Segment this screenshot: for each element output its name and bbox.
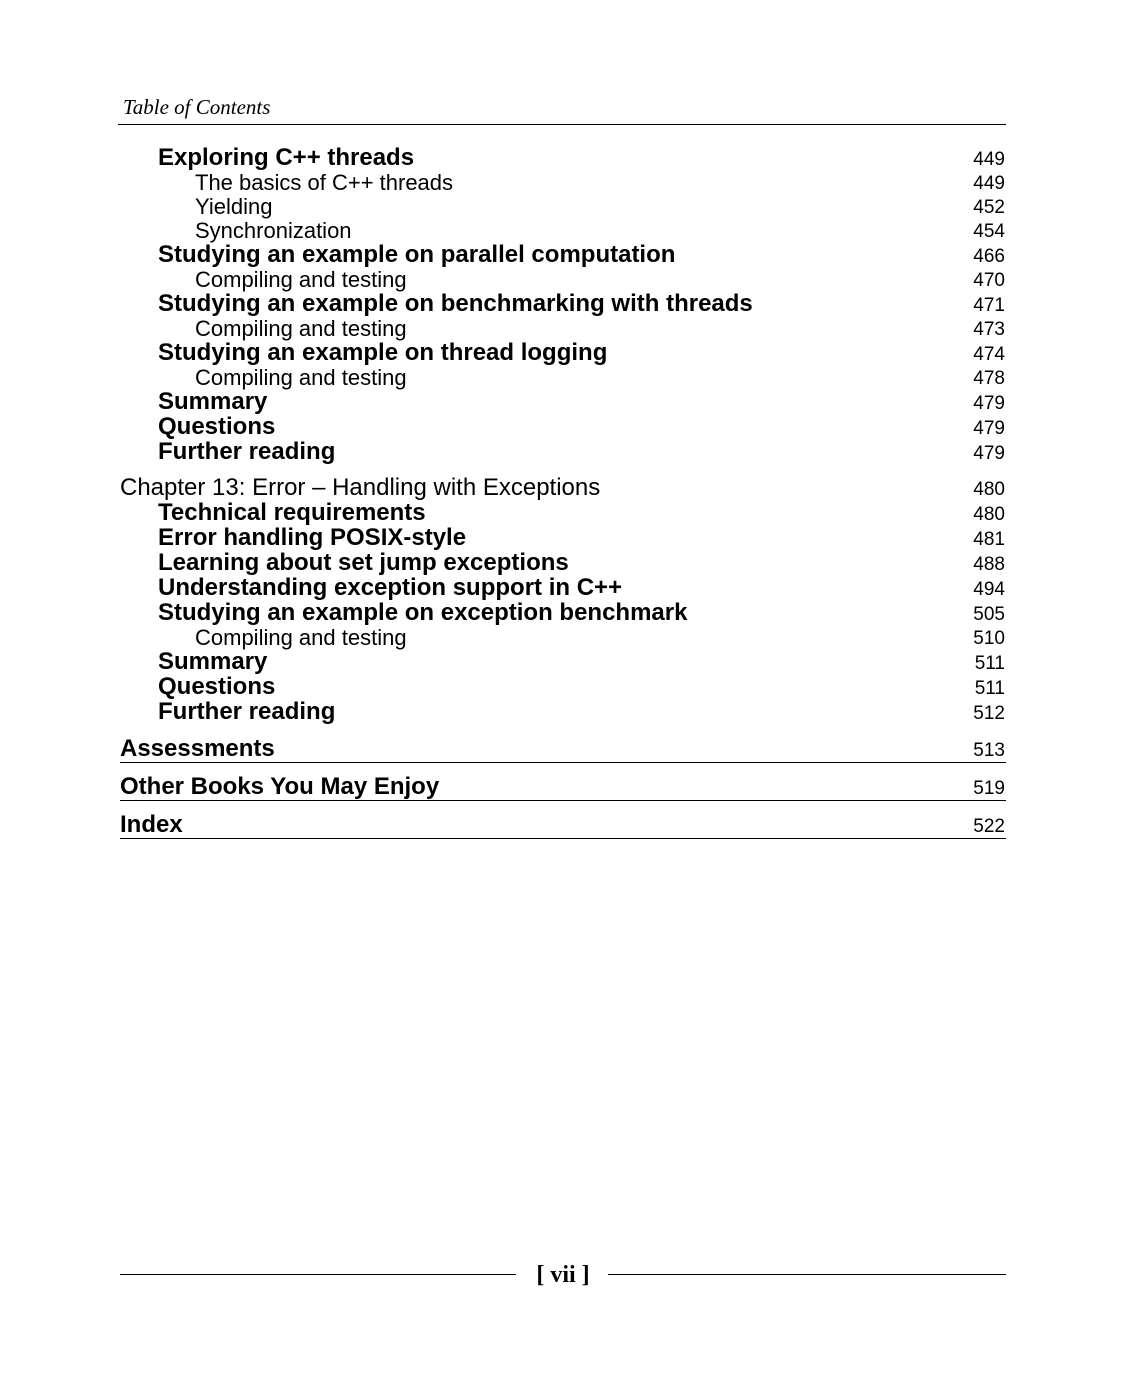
- toc-entry-page: 505: [973, 604, 1005, 625]
- toc-entry-title: Further reading: [158, 698, 336, 725]
- toc-entry-page: 473: [973, 319, 1005, 340]
- toc-entry-title: Learning about set jump exceptions: [158, 549, 569, 576]
- toc-entry[interactable]: [120, 474, 1006, 501]
- toc-entry-page: 511: [974, 678, 1005, 699]
- toc-entry-title: Chapter 13: Error – Handling with Exceptions: [120, 474, 601, 501]
- toc-list: [120, 146, 1006, 839]
- toc-entry-title: Studying an example on exception benchmark: [158, 599, 688, 626]
- toc-entry-title: Compiling and testing: [195, 625, 407, 650]
- toc-entry-title: Studying an example on thread logging: [158, 339, 608, 366]
- toc-entry-title: Yielding: [195, 194, 273, 219]
- toc-entry-title: Compiling and testing: [195, 316, 407, 341]
- toc-entry-page: 488: [973, 554, 1005, 575]
- toc-entry-title: Compiling and testing: [195, 365, 407, 390]
- toc-entry[interactable]: [120, 675, 1006, 700]
- footer-rule-right: [608, 1274, 1006, 1275]
- toc-entry-page: 449: [973, 149, 1005, 170]
- toc-entry-page: 480: [973, 479, 1005, 500]
- toc-entry[interactable]: [120, 390, 1006, 415]
- toc-entry-title: Technical requirements: [158, 499, 426, 526]
- toc-entry-title: Summary: [158, 388, 268, 415]
- toc-entry-page: 481: [973, 529, 1005, 550]
- toc-entry[interactable]: [120, 195, 1006, 219]
- toc-entry[interactable]: [120, 366, 1006, 390]
- toc-entry-page: 513: [973, 740, 1005, 761]
- toc-entry-title: Compiling and testing: [195, 267, 407, 292]
- toc-entry[interactable]: [120, 268, 1006, 292]
- page-footer: [120, 1262, 1006, 1290]
- toc-entry[interactable]: [120, 317, 1006, 341]
- toc-entry-page: 511: [974, 653, 1005, 674]
- toc-entry-page: 466: [973, 246, 1005, 267]
- toc-entry[interactable]: [120, 440, 1006, 465]
- toc-entry-page: 479: [973, 418, 1005, 439]
- toc-entry-page: 512: [973, 703, 1005, 724]
- toc-entry-title: Questions: [158, 673, 276, 700]
- toc-entry-title: Exploring C++ threads: [158, 144, 415, 171]
- toc-entry-page: 519: [973, 778, 1005, 799]
- toc-entry-title: Assessments: [120, 735, 275, 762]
- toc-entry-title: Questions: [158, 413, 276, 440]
- toc-entry-page: 479: [973, 443, 1005, 464]
- toc-entry[interactable]: [120, 700, 1006, 725]
- toc-entry-title: Error handling POSIX-style: [158, 524, 467, 551]
- toc-entry[interactable]: [120, 601, 1006, 626]
- toc-entry[interactable]: [120, 171, 1006, 195]
- toc-entry-title: Other Books You May Enjoy: [120, 773, 440, 800]
- toc-entry-page: 470: [973, 270, 1005, 291]
- toc-entry-page: 471: [973, 295, 1005, 316]
- header-title: Table of Contents: [123, 95, 271, 119]
- toc-entry-page: 480: [973, 504, 1005, 525]
- toc-entry-title: Further reading: [158, 438, 336, 465]
- toc-entry[interactable]: [120, 415, 1006, 440]
- toc-entry-title: Studying an example on benchmarking with threads: [158, 290, 753, 317]
- toc-entry-page: 452: [973, 197, 1005, 218]
- toc-entry[interactable]: [120, 811, 1006, 839]
- toc-entry[interactable]: [120, 626, 1006, 650]
- toc-entry[interactable]: [120, 526, 1006, 551]
- toc-entry-title: Understanding exception support in C++: [158, 574, 623, 601]
- toc-entry-title: The basics of C++ threads: [195, 170, 454, 195]
- toc-entry-title: Summary: [158, 648, 268, 675]
- toc-entry[interactable]: [120, 650, 1006, 675]
- footer-page-number: [ vii ]: [536, 1262, 590, 1288]
- toc-entry-title: Studying an example on parallel computation: [158, 241, 676, 268]
- toc-entry[interactable]: [120, 735, 1006, 763]
- toc-entry[interactable]: [120, 146, 1006, 171]
- toc-entry[interactable]: [120, 219, 1006, 243]
- toc-entry-page: 478: [973, 368, 1005, 389]
- toc-entry-page: 474: [973, 344, 1005, 365]
- toc-entry-page: 479: [973, 393, 1005, 414]
- toc-entry[interactable]: [120, 341, 1006, 366]
- toc-entry[interactable]: [120, 551, 1006, 576]
- toc-entry[interactable]: [120, 243, 1006, 268]
- toc-entry[interactable]: [120, 773, 1006, 801]
- toc-entry[interactable]: [120, 576, 1006, 601]
- page-header: [118, 94, 1006, 125]
- toc-entry[interactable]: [120, 501, 1006, 526]
- toc-entry-title: Index: [120, 811, 183, 838]
- toc-entry-page: 522: [973, 816, 1005, 837]
- toc-entry-title: Synchronization: [195, 218, 352, 243]
- toc-entry[interactable]: [120, 292, 1006, 317]
- toc-entry-page: 454: [973, 221, 1005, 242]
- toc-entry-page: 510: [973, 628, 1005, 649]
- toc-entry-page: 494: [973, 579, 1005, 600]
- toc-entry-page: 449: [973, 173, 1005, 194]
